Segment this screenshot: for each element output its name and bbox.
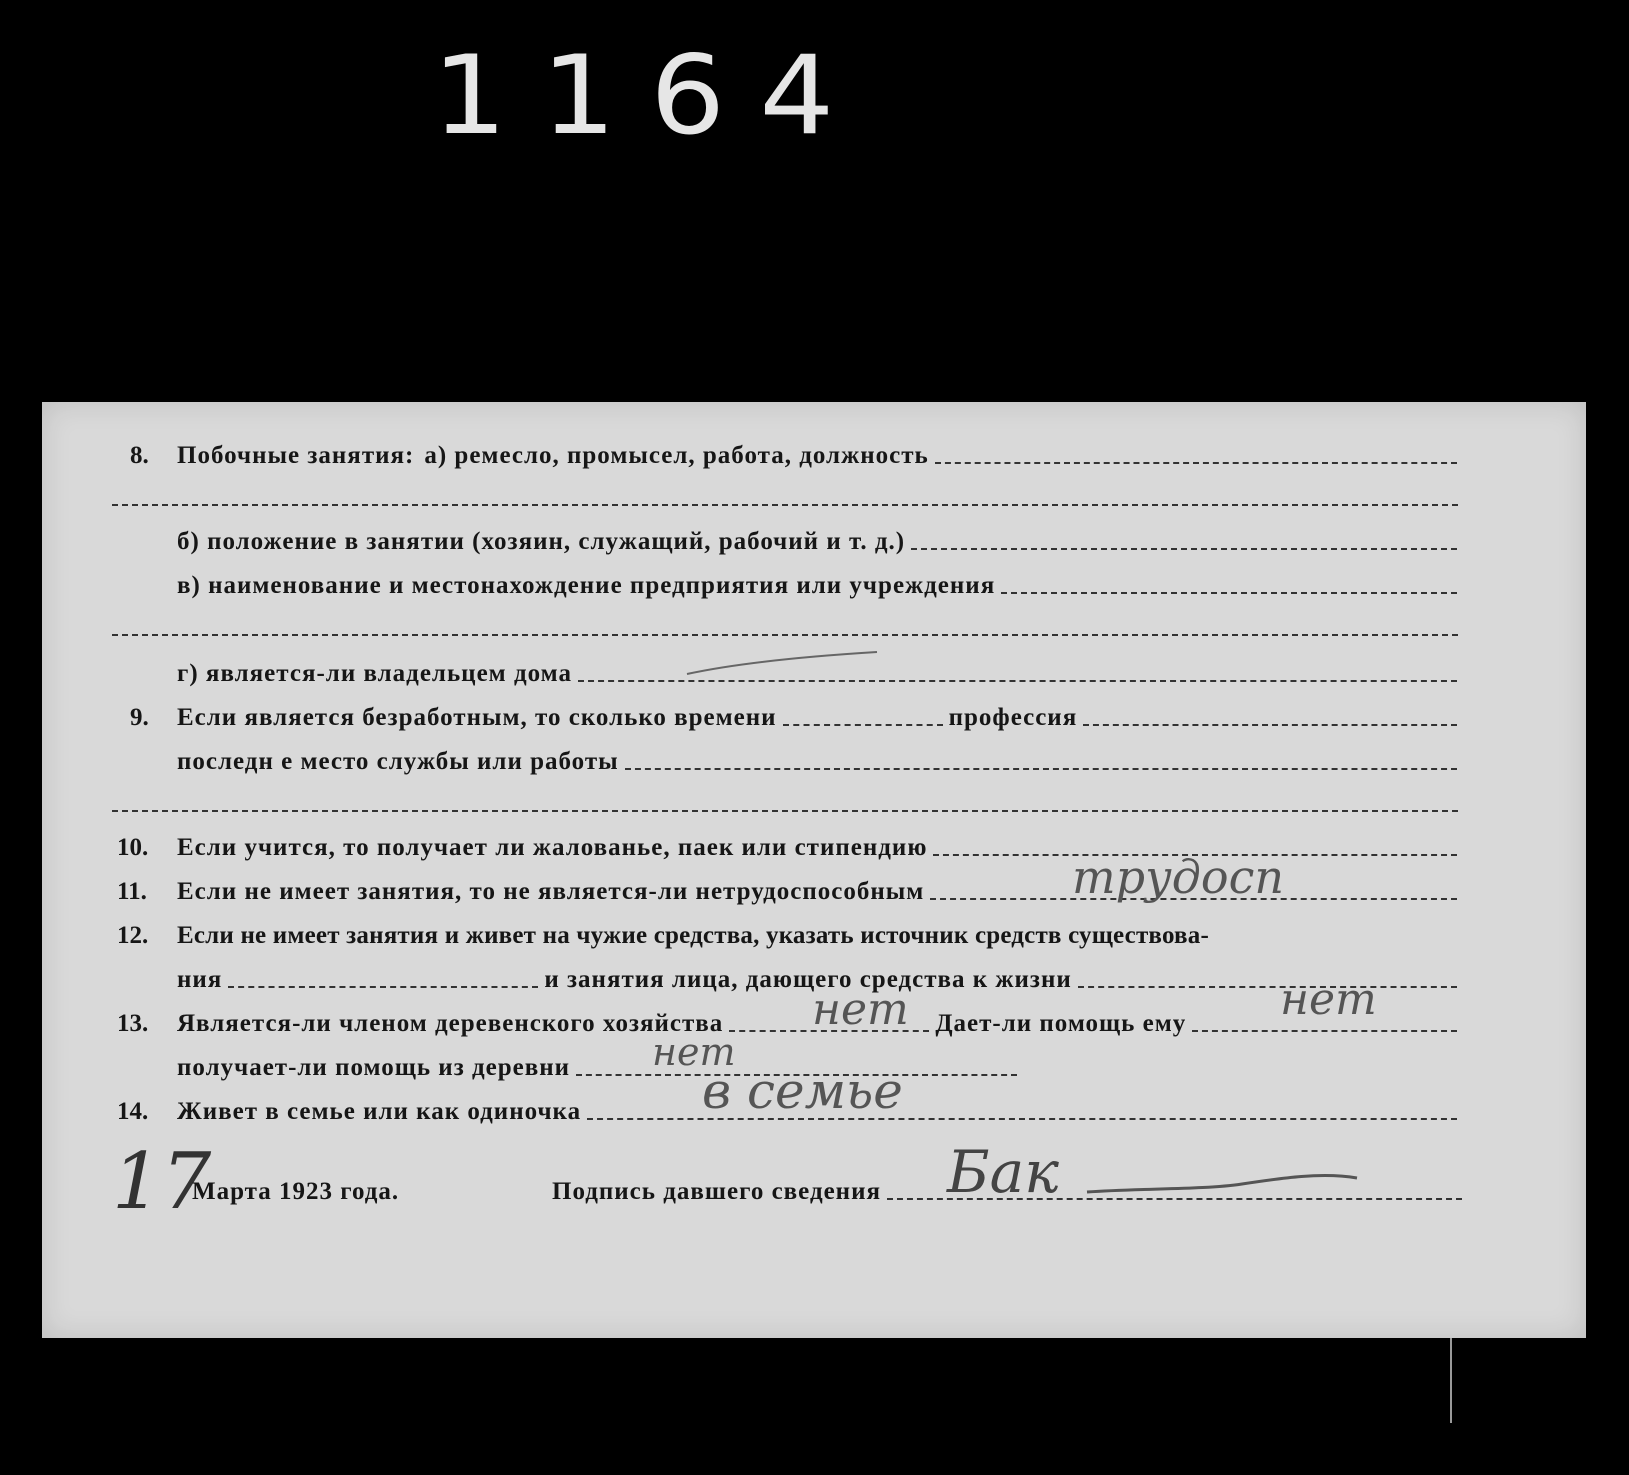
question-12-label: Если не имеет занятия и живет на чужие средства, указать источник средств существова- bbox=[177, 922, 1209, 949]
question-8v-row bbox=[177, 572, 1457, 600]
question-12-cont-b: и занятия лица, дающего средства к жизни bbox=[544, 966, 1072, 993]
question-8-title: Побочные занятия: bbox=[177, 442, 415, 469]
question-8a-label: а) ремесло, промысел, работа, должность bbox=[424, 442, 929, 469]
date-row bbox=[192, 1178, 399, 1206]
question-8-number: 8. bbox=[130, 442, 149, 469]
question-14-number: 14. bbox=[117, 1098, 149, 1125]
question-9-last-place-label: последн е место службы или работы bbox=[177, 748, 619, 775]
question-13-handwritten-answer-1: нет bbox=[812, 984, 909, 1035]
answer-line bbox=[1001, 592, 1457, 594]
answer-line bbox=[112, 504, 1458, 506]
question-13-handwritten-answer-3: нет bbox=[652, 1030, 736, 1074]
question-11-number: 11. bbox=[117, 878, 147, 905]
question-10-label: Если учится, то получает ли жалованье, паек или стипендию bbox=[177, 834, 928, 861]
signature-label: Подпись давшего сведения bbox=[552, 1178, 882, 1205]
film-scratch bbox=[1450, 1338, 1452, 1423]
question-9-row bbox=[177, 704, 1457, 732]
question-14-label: Живет в семье или как одиночка bbox=[177, 1098, 582, 1125]
dash-mark bbox=[682, 642, 882, 682]
question-8g-label: г) является-ли владельцем дома bbox=[177, 660, 572, 687]
question-14-handwritten-answer: в семье bbox=[702, 1062, 903, 1120]
signature-handwritten: Бак bbox=[947, 1138, 1059, 1206]
answer-line bbox=[783, 724, 943, 726]
question-8b-row bbox=[177, 528, 1457, 556]
answer-line bbox=[112, 634, 1458, 636]
question-8a-row bbox=[177, 442, 1457, 470]
question-8b-label: б) положение в занятии (хозяин, служащий, рабочий и т. д.) bbox=[177, 528, 906, 555]
answer-line bbox=[935, 462, 1457, 464]
answer-line bbox=[1192, 1030, 1457, 1032]
question-13-label: Является-ли членом деревенского хозяйства bbox=[177, 1010, 724, 1037]
answer-line bbox=[1083, 724, 1457, 726]
question-13-receives-label: получает-ли помощь из деревни bbox=[177, 1054, 571, 1081]
answer-line bbox=[228, 986, 538, 988]
question-9-profession-label: профессия bbox=[948, 704, 1078, 731]
question-13-number: 13. bbox=[117, 1010, 149, 1037]
question-13-handwritten-answer-2: нет bbox=[1280, 974, 1377, 1025]
question-12-cont-a: ния bbox=[177, 966, 223, 993]
questionnaire-card bbox=[42, 402, 1586, 1338]
answer-line bbox=[911, 548, 1457, 550]
answer-line bbox=[1078, 986, 1457, 988]
question-9-last-place-row bbox=[177, 748, 1457, 776]
signature-flourish bbox=[1082, 1162, 1362, 1202]
date-text: Марта 1923 года. bbox=[192, 1178, 400, 1205]
question-9-label: Если является безработным, то сколько времени bbox=[177, 704, 777, 731]
question-11-handwritten-answer: трудосп bbox=[1072, 850, 1284, 904]
question-12-row bbox=[177, 922, 1467, 950]
date-day-handwritten: 17 bbox=[112, 1137, 212, 1227]
question-13-help-label: Дает-ли помощь ему bbox=[935, 1010, 1187, 1037]
answer-line bbox=[112, 810, 1458, 812]
question-10-number: 10. bbox=[117, 834, 149, 861]
answer-line bbox=[625, 768, 1457, 770]
question-11-label: Если не имеет занятия, то не является-ли нетрудоспособным bbox=[177, 878, 925, 905]
archive-number: 1164 bbox=[432, 32, 869, 159]
question-12-number: 12. bbox=[117, 922, 149, 949]
question-8v-label: в) наименование и местонахождение предприятия или учреждения bbox=[177, 572, 996, 599]
question-9-number: 9. bbox=[130, 704, 149, 731]
